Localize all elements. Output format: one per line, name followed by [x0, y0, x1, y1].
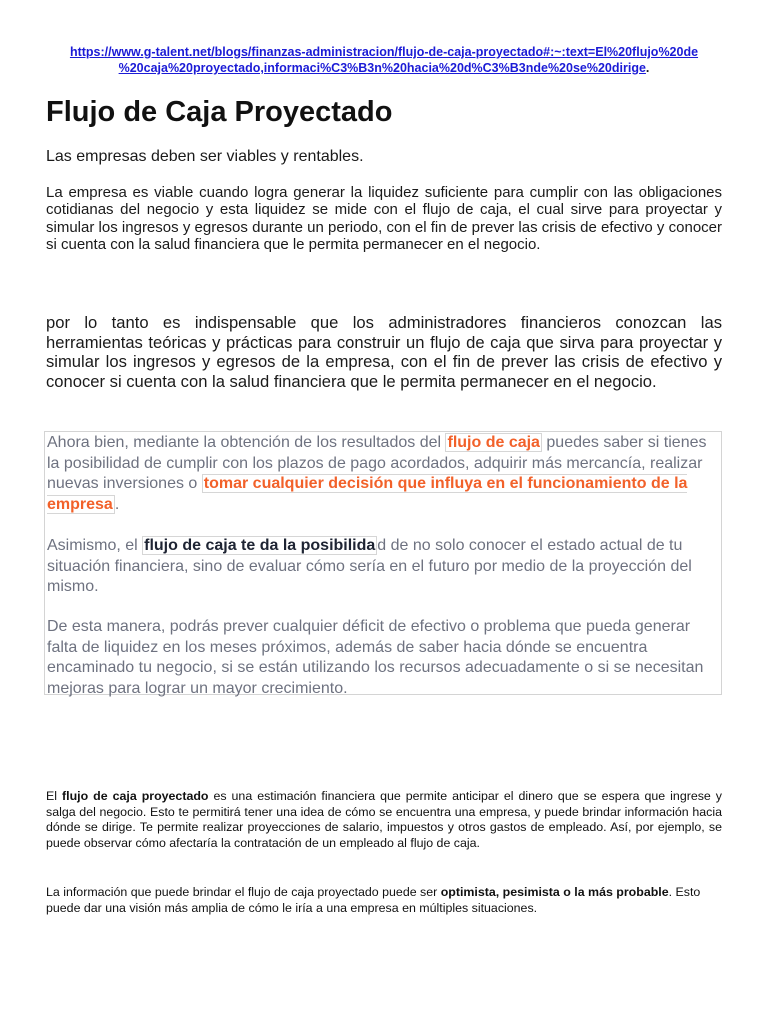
quote-2-text-b: d de no solo conocer el estado actual de tu situación financiera, sino de evaluar cómo sería en el futuro por medio de la proyección del mismo. [47, 537, 692, 595]
scenarios-paragraph [46, 885, 722, 916]
source-link-line1: https://www.g-talent.net/blogs/finanzas-administracion/flujo-de-caja-proyectado#:~:text=El%20flujo%20de [69, 45, 699, 59]
definition-lead: El [46, 789, 63, 803]
definition-text: es una estimación financiera que permite anticipar el dinero que se espera que ingrese y salga del negocio. Esto te permitirá tener una idea de cómo se encuentra una empresa, y puede brindar información hacia dónde se dirige. Te permite realizar proyecciones de salario, impuestos y otros gastos de empleado. Así, por ejemplo, se puede observar cómo afectaría la contratación de un empleado al flujo de caja. [46, 789, 722, 850]
definition-term: flujo de caja proyectado [62, 789, 209, 803]
quote-paragraph-1 [45, 433, 723, 515]
scenarios-text: . Esto puede dar una visión más amplia de cómo le iría a una empresa en múltiples situaciones. [46, 885, 701, 915]
quote-1-text-b: puedes saber si tienes la posibilidad de cumplir con los plazos de pago acordados, adquirir más mercancía, realizar nuevas inversiones o [47, 434, 707, 492]
source-link-line2: %20caja%20proyectado,informaci%C3%B3n%20hacia%20d%C3%B3nde%20se%20dirige [118, 61, 646, 75]
quote-2-text-a: Asimismo, el [47, 537, 143, 554]
definition-paragraph [46, 789, 722, 851]
quote-2-highlight: flujo de caja te da la posibilida [144, 537, 376, 554]
quote-paragraph-3: De esta manera, podrás prever cualquier déficit de efectivo o problema que pueda generar falta de liquidez en los meses próximos, además de saber hacia dónde se encuentra encaminado tu negocio, si se están utilizando los recursos adecuadamente o si se necesitan mejoras para lograr un mayor crecimiento. [47, 618, 704, 697]
scenarios-term: optimista, pesimista o la más probable [440, 885, 669, 899]
page-title: Flujo de Caja Proyectado [46, 96, 393, 128]
quote-1-text-a: Ahora bien, mediante la obtención de los resultados del [47, 434, 446, 451]
admins-paragraph: por lo tanto es indispensable que los administradores financieros conozcan las herramientas teóricas y prácticas para construir un flujo de caja que sirva para proyectar y simular los ingresos y egresos de la empresa, con el fin de prever las crisis de efectivo y conocer si cuenta con la salud financiera que le permita permanecer en el negocio. [46, 313, 722, 391]
quote-paragraph-2 [45, 536, 723, 598]
quote-1-text-c: . [114, 495, 120, 513]
source-link[interactable] [70, 45, 698, 75]
quote-1-highlight-decision: tomar cualquier decisión que influya en el funcionamiento de la empresa [47, 475, 688, 513]
intro-paragraph: Las empresas deben ser viables y rentables. [46, 148, 364, 165]
quoted-excerpt [44, 431, 722, 695]
source-url [46, 44, 722, 76]
viability-paragraph: La empresa es viable cuando logra generar la liquidez suficiente para cumplir con las obligaciones cotidianas del negocio y esta liquidez se mide con el flujo de caja, el cual sirve para proyectar y simular los ingresos y egresos durante un periodo, con el fin de prever las crisis de efectivo y conocer si cuenta con la salud financiera que le permita permanecer en el negocio. [46, 184, 722, 254]
source-link-period: . [645, 61, 650, 75]
scenarios-lead: La información que puede brindar el flujo de caja proyectado puede ser [46, 885, 441, 899]
quote-1-highlight-flujo: flujo de caja [447, 434, 540, 451]
